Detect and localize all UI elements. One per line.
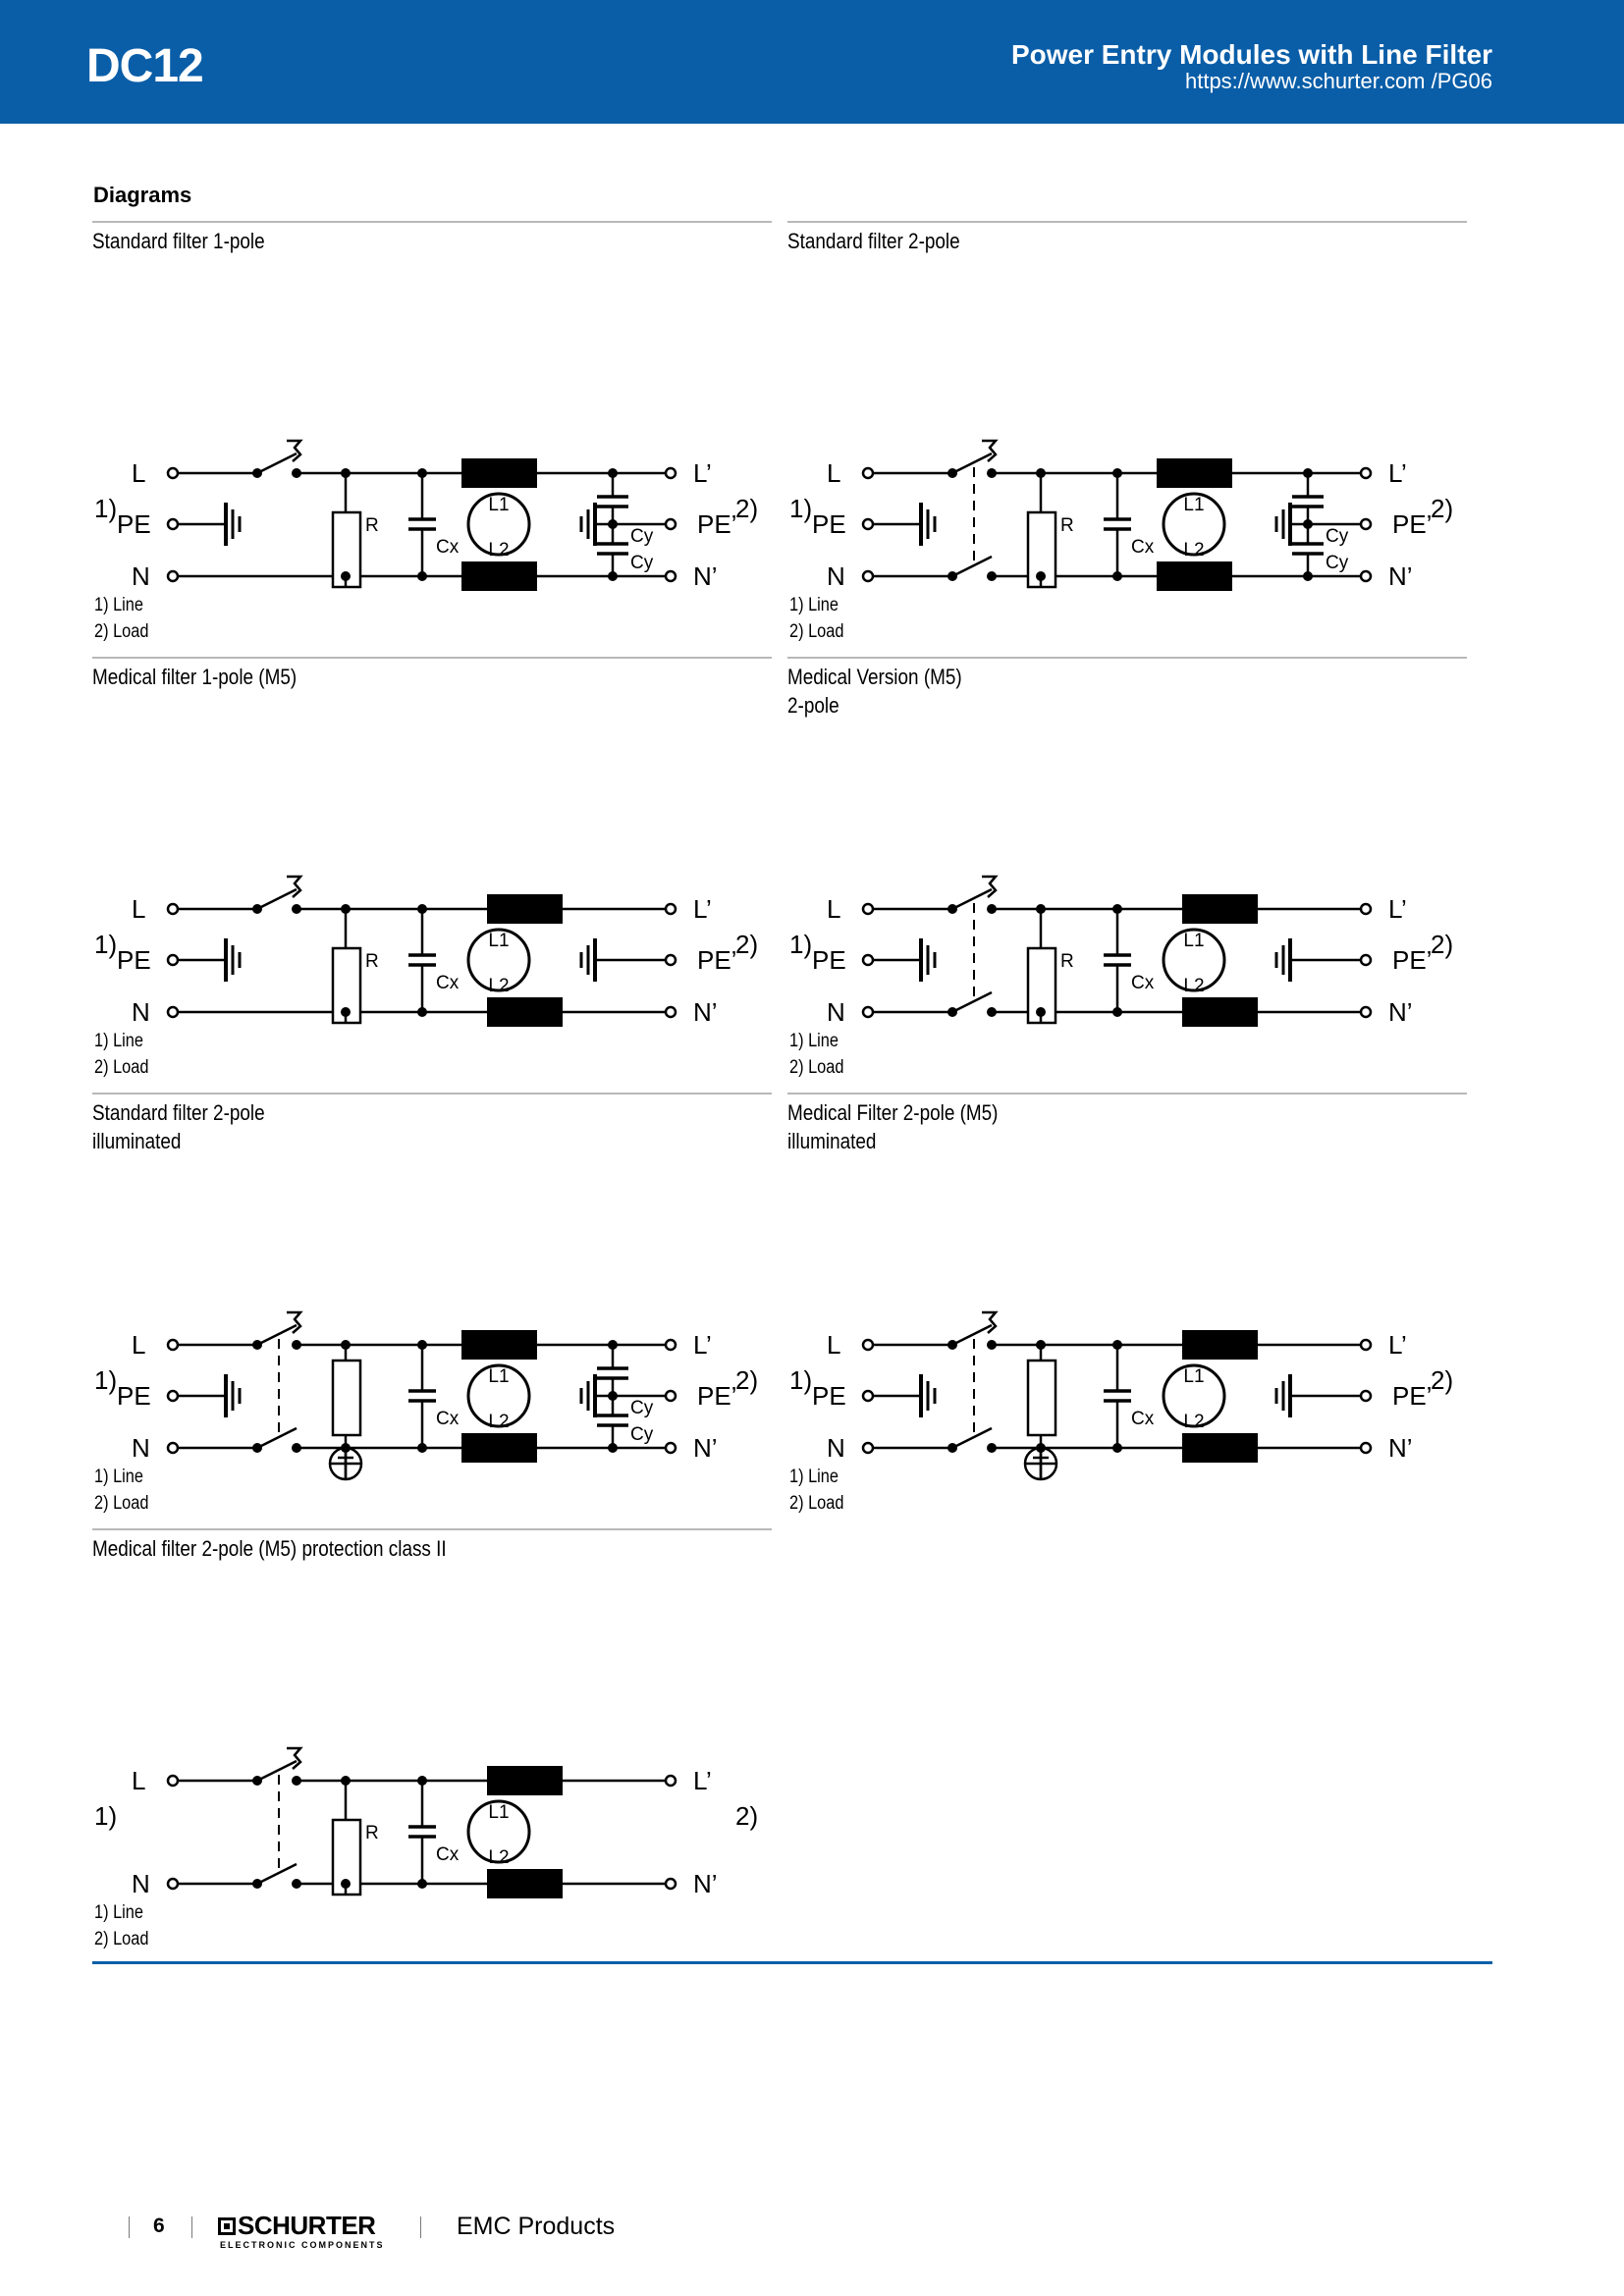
terminal[interactable] <box>1361 1391 1371 1401</box>
ground-icon <box>226 503 240 546</box>
label-l: L <box>132 1766 146 1795</box>
junction-dot <box>1036 1443 1046 1453</box>
label-pe: PE <box>117 945 151 975</box>
label-cy: Cy <box>1326 553 1349 573</box>
junction-dot <box>252 1443 262 1453</box>
choke-winding-l1 <box>487 894 563 924</box>
label-cx: Cx <box>1131 1409 1155 1429</box>
junction-dot <box>341 1340 351 1350</box>
label-pe: PE <box>812 945 846 975</box>
label-l1: L1 <box>488 931 510 951</box>
choke-winding-l2 <box>1182 997 1258 1027</box>
label-l2: L2 <box>488 1412 510 1432</box>
junction-dot <box>1036 1007 1046 1017</box>
label-pe-prime: PE’ <box>697 1381 737 1411</box>
choke-winding-l2 <box>461 561 537 591</box>
junction-dot <box>947 1443 957 1453</box>
footer-separator <box>420 2216 421 2238</box>
page-header <box>0 0 1624 124</box>
label-l: L <box>827 458 841 488</box>
line-ref: 1) <box>789 494 813 523</box>
diagram-panel <box>92 1093 774 1529</box>
label-n-prime: N’ <box>1388 561 1413 591</box>
terminal[interactable] <box>863 571 873 581</box>
ground-icon <box>921 503 935 546</box>
diagram-panel <box>787 1093 1469 1529</box>
ground-icon <box>921 938 935 982</box>
line-ref: 1) <box>94 1365 118 1395</box>
junction-dot <box>417 468 427 478</box>
label-n: N <box>132 561 150 591</box>
junction-dot <box>608 1391 618 1401</box>
panel-rule <box>92 1093 772 1095</box>
junction-dot <box>1036 468 1046 478</box>
junction-dot <box>608 1340 618 1350</box>
junction-dot <box>1303 519 1313 529</box>
choke-winding-l1 <box>1182 894 1258 924</box>
junction-dot <box>292 904 301 914</box>
line-ref: 1) <box>94 1801 118 1831</box>
terminal[interactable] <box>863 468 873 478</box>
junction-dot <box>987 571 997 581</box>
junction-dot <box>417 904 427 914</box>
choke-winding-l2 <box>487 1869 563 1898</box>
note-line: 1) Line <box>94 1902 143 1923</box>
terminal[interactable] <box>666 955 676 965</box>
note-line: 1) Line <box>789 1467 839 1487</box>
resistor <box>1028 1361 1056 1435</box>
label-pe: PE <box>812 1381 846 1411</box>
terminal[interactable] <box>168 571 178 581</box>
junction-dot <box>1112 468 1122 478</box>
label-l-prime: L’ <box>1388 458 1407 488</box>
label-cx: Cx <box>436 1844 460 1865</box>
label-r: R <box>365 1823 379 1843</box>
terminal[interactable] <box>168 1443 178 1453</box>
circuit-diagram <box>92 1181 780 1475</box>
label-pe-prime: PE’ <box>697 509 737 539</box>
circuit-diagram <box>92 1617 780 1911</box>
panel-rule <box>787 221 1467 223</box>
diagram-notes <box>789 1464 843 1517</box>
junction-dot <box>947 904 957 914</box>
footer-category: EMC Products <box>457 2213 616 2240</box>
line-ref: 1) <box>94 494 118 523</box>
label-cx: Cx <box>1131 973 1155 993</box>
terminal[interactable] <box>863 1391 873 1401</box>
terminal[interactable] <box>168 1007 178 1017</box>
label-l2: L2 <box>1183 1412 1205 1432</box>
label-pe: PE <box>812 509 846 539</box>
choke-winding-l1 <box>1157 458 1232 488</box>
junction-dot <box>1112 1443 1122 1453</box>
junction-dot <box>417 1443 427 1453</box>
label-cy: Cy <box>630 553 654 573</box>
panel-rule <box>92 657 772 659</box>
label-l-prime: L’ <box>693 458 712 488</box>
junction-dot <box>252 904 262 914</box>
terminal[interactable] <box>1361 1443 1371 1453</box>
diagram-title: Medical Filter 2-pole (M5) illuminated <box>787 1100 999 1153</box>
terminal[interactable] <box>1361 1340 1371 1350</box>
label-n: N <box>132 997 150 1027</box>
panel-rule <box>787 1093 1467 1095</box>
label-n-prime: N’ <box>693 1869 718 1898</box>
diagram-notes <box>94 1899 148 1952</box>
label-r: R <box>365 515 379 536</box>
choke-winding-l2 <box>461 1433 537 1463</box>
resistor <box>333 1361 360 1435</box>
label-l1: L1 <box>488 1802 510 1823</box>
junction-dot <box>341 1776 351 1786</box>
label-cx: Cx <box>436 1409 460 1429</box>
label-l-prime: L’ <box>693 894 712 924</box>
label-n: N <box>132 1869 150 1898</box>
load-ref: 2) <box>1431 1365 1454 1395</box>
ground-icon <box>581 1374 595 1417</box>
diagram-panel <box>92 657 774 1094</box>
label-l: L <box>132 458 146 488</box>
brand-name: SCHURTER <box>218 2211 375 2241</box>
load-ref: 2) <box>735 930 759 959</box>
terminal[interactable] <box>168 1340 178 1350</box>
junction-dot <box>987 468 997 478</box>
junction-dot <box>417 1776 427 1786</box>
panel-rule <box>787 657 1467 659</box>
junction-dot <box>1036 904 1046 914</box>
diagram-title: Standard filter 2-pole illuminated <box>92 1100 265 1153</box>
label-r: R <box>365 951 379 972</box>
terminal[interactable] <box>863 519 873 529</box>
diagram-title: Medical filter 2-pole (M5) protection class II <box>92 1536 447 1561</box>
junction-dot <box>252 1776 262 1786</box>
footer-separator <box>129 2216 130 2238</box>
label-l2: L2 <box>1183 976 1205 996</box>
label-l1: L1 <box>1183 495 1205 515</box>
label-cy: Cy <box>630 526 654 547</box>
junction-dot <box>252 468 262 478</box>
diagram-panel <box>787 657 1469 1094</box>
line-ref: 1) <box>789 930 813 959</box>
note-line: 1) Line <box>789 1031 839 1051</box>
panel-rule <box>92 221 772 223</box>
diagram-panel <box>787 221 1469 658</box>
choke-winding-l1 <box>461 458 537 488</box>
diagram-notes <box>94 592 148 645</box>
junction-dot <box>417 1879 427 1889</box>
terminal[interactable] <box>666 571 676 581</box>
note-load: 2) Load <box>94 621 149 642</box>
junction-dot <box>947 571 957 581</box>
label-n-prime: N’ <box>693 561 718 591</box>
terminal[interactable] <box>168 468 178 478</box>
label-cx: Cx <box>436 973 460 993</box>
load-ref: 2) <box>735 494 759 523</box>
junction-dot <box>987 1007 997 1017</box>
note-load: 2) Load <box>94 1493 149 1514</box>
terminal[interactable] <box>1361 571 1371 581</box>
note-load: 2) Load <box>94 1929 149 1949</box>
label-cx: Cx <box>1131 537 1155 558</box>
junction-dot <box>292 468 301 478</box>
label-n: N <box>827 561 845 591</box>
label-l2: L2 <box>488 976 510 996</box>
junction-dot <box>987 1443 997 1453</box>
terminal[interactable] <box>666 1391 676 1401</box>
line-ref: 1) <box>94 930 118 959</box>
terminal[interactable] <box>863 1443 873 1453</box>
choke-winding-l1 <box>487 1766 563 1795</box>
junction-dot <box>1112 1007 1122 1017</box>
junction-dot <box>341 1879 351 1889</box>
section-title: Diagrams <box>93 183 192 207</box>
note-line: 1) Line <box>789 595 839 615</box>
label-l-prime: L’ <box>1388 894 1407 924</box>
load-ref: 2) <box>735 1801 759 1831</box>
label-pe: PE <box>117 1381 151 1411</box>
ground-icon <box>921 1374 935 1417</box>
junction-dot <box>1036 1340 1046 1350</box>
note-line: 1) Line <box>94 595 143 615</box>
ground-icon <box>1276 938 1290 982</box>
junction-dot <box>1303 468 1313 478</box>
label-pe: PE <box>117 509 151 539</box>
terminal[interactable] <box>1361 1007 1371 1017</box>
junction-dot <box>608 468 618 478</box>
terminal[interactable] <box>1361 519 1371 529</box>
label-r: R <box>1060 515 1074 536</box>
label-l: L <box>132 1330 146 1360</box>
diagram-title: Standard filter 2-pole <box>787 229 960 253</box>
terminal[interactable] <box>863 1007 873 1017</box>
label-cx: Cx <box>436 537 460 558</box>
terminal[interactable] <box>168 955 178 965</box>
terminal[interactable] <box>168 519 178 529</box>
junction-dot <box>292 1340 301 1350</box>
junction-dot <box>987 904 997 914</box>
diagram-notes <box>94 1464 148 1517</box>
junction-dot <box>608 571 618 581</box>
junction-dot <box>417 571 427 581</box>
load-ref: 2) <box>735 1365 759 1395</box>
label-pe-prime: PE’ <box>697 945 737 975</box>
circuit-diagram <box>92 309 780 604</box>
junction-dot <box>947 1340 957 1350</box>
line-ref: 1) <box>789 1365 813 1395</box>
terminal[interactable] <box>666 1340 676 1350</box>
label-l2: L2 <box>488 1847 510 1868</box>
terminal[interactable] <box>666 468 676 478</box>
label-n-prime: N’ <box>1388 997 1413 1027</box>
label-n-prime: N’ <box>693 1433 718 1463</box>
label-l: L <box>827 1330 841 1360</box>
label-l: L <box>132 894 146 924</box>
junction-dot <box>292 1879 301 1889</box>
note-line: 1) Line <box>94 1467 143 1487</box>
label-l1: L1 <box>488 1366 510 1387</box>
diagram-title: Medical filter 1-pole (M5) <box>92 665 298 689</box>
junction-dot <box>947 1007 957 1017</box>
terminal[interactable] <box>168 1391 178 1401</box>
ground-icon <box>226 1374 240 1417</box>
choke-winding-l2 <box>1157 561 1232 591</box>
diagram-title: Standard filter 1-pole <box>92 229 265 253</box>
panel-rule <box>92 1528 772 1530</box>
diagram-notes <box>789 1028 843 1081</box>
junction-dot <box>292 1443 301 1453</box>
terminal[interactable] <box>168 1776 178 1786</box>
junction-dot <box>252 1879 262 1889</box>
header-title: Power Entry Modules with Line Filter <box>1010 39 1492 70</box>
junction-dot <box>252 1340 262 1350</box>
ground-icon <box>1276 503 1290 546</box>
diagram-panel <box>92 221 774 658</box>
label-l1: L1 <box>1183 1366 1205 1387</box>
terminal[interactable] <box>863 955 873 965</box>
junction-dot <box>608 1443 618 1453</box>
diagram-title: Medical Version (M5) 2-pole <box>787 665 962 718</box>
terminal[interactable] <box>666 1776 676 1786</box>
circuit-diagram <box>92 745 780 1040</box>
bottom-rule <box>92 1961 1492 1964</box>
terminal[interactable] <box>1361 904 1371 914</box>
label-cy: Cy <box>630 1424 654 1445</box>
terminal[interactable] <box>666 1007 676 1017</box>
ground-icon <box>581 503 595 546</box>
junction-dot <box>1036 571 1046 581</box>
choke-winding-l2 <box>1182 1433 1258 1463</box>
terminal[interactable] <box>1361 468 1371 478</box>
label-l2: L2 <box>488 540 510 561</box>
circuit-diagram <box>787 745 1475 1040</box>
label-n-prime: N’ <box>693 997 718 1027</box>
model-name: DC12 <box>86 40 203 92</box>
header-url[interactable]: https://www.schurter.com /PG06 <box>1184 69 1492 93</box>
label-pe-prime: PE’ <box>1392 509 1433 539</box>
label-cy: Cy <box>1326 526 1349 547</box>
label-l-prime: L’ <box>693 1766 712 1795</box>
junction-dot <box>417 1007 427 1017</box>
ground-icon <box>226 938 240 982</box>
choke-winding-l1 <box>461 1330 537 1360</box>
label-l-prime: L’ <box>1388 1330 1407 1360</box>
label-l1: L1 <box>488 495 510 515</box>
junction-dot <box>1112 904 1122 914</box>
junction-dot <box>341 571 351 581</box>
terminal[interactable] <box>666 1443 676 1453</box>
junction-dot <box>341 1443 351 1453</box>
junction-dot <box>947 468 957 478</box>
label-cy: Cy <box>630 1398 654 1418</box>
choke-winding-l2 <box>487 997 563 1027</box>
note-load: 2) Load <box>94 1057 149 1078</box>
label-n: N <box>132 1433 150 1463</box>
label-l1: L1 <box>1183 931 1205 951</box>
label-l-prime: L’ <box>693 1330 712 1360</box>
diagram-notes <box>94 1028 148 1081</box>
terminal[interactable] <box>863 904 873 914</box>
terminal[interactable] <box>666 1879 676 1889</box>
junction-dot <box>341 1007 351 1017</box>
terminal[interactable] <box>1361 955 1371 965</box>
choke-winding-l1 <box>1182 1330 1258 1360</box>
diagram-notes <box>789 592 843 645</box>
junction-dot <box>292 1776 301 1786</box>
page-number: 6 <box>153 2215 165 2237</box>
label-r: R <box>1060 951 1074 972</box>
label-pe-prime: PE’ <box>1392 945 1433 975</box>
junction-dot <box>1303 571 1313 581</box>
junction-dot <box>608 519 618 529</box>
terminal[interactable] <box>168 1879 178 1889</box>
terminal[interactable] <box>666 519 676 529</box>
label-l: L <box>827 894 841 924</box>
junction-dot <box>1112 1340 1122 1350</box>
note-load: 2) Load <box>789 1493 844 1514</box>
brand-subtitle: ELECTRONIC COMPONENTS <box>220 2240 385 2250</box>
diagram-panel <box>92 1528 774 1965</box>
load-ref: 2) <box>1431 494 1454 523</box>
note-load: 2) Load <box>789 1057 844 1078</box>
circuit-diagram <box>787 309 1475 604</box>
label-n-prime: N’ <box>1388 1433 1413 1463</box>
circuit-diagram <box>787 1181 1475 1475</box>
label-pe-prime: PE’ <box>1392 1381 1433 1411</box>
ground-icon <box>581 938 595 982</box>
junction-dot <box>341 904 351 914</box>
footer-separator <box>191 2216 192 2238</box>
label-l2: L2 <box>1183 540 1205 561</box>
terminal[interactable] <box>863 1340 873 1350</box>
load-ref: 2) <box>1431 930 1454 959</box>
label-n: N <box>827 997 845 1027</box>
junction-dot <box>417 1340 427 1350</box>
terminal[interactable] <box>168 904 178 914</box>
junction-dot <box>987 1340 997 1350</box>
ground-icon <box>1276 1374 1290 1417</box>
logo-mark-icon <box>218 2217 236 2235</box>
note-line: 1) Line <box>94 1031 143 1051</box>
note-load: 2) Load <box>789 621 844 642</box>
label-n: N <box>827 1433 845 1463</box>
terminal[interactable] <box>666 904 676 914</box>
junction-dot <box>1112 571 1122 581</box>
junction-dot <box>341 468 351 478</box>
